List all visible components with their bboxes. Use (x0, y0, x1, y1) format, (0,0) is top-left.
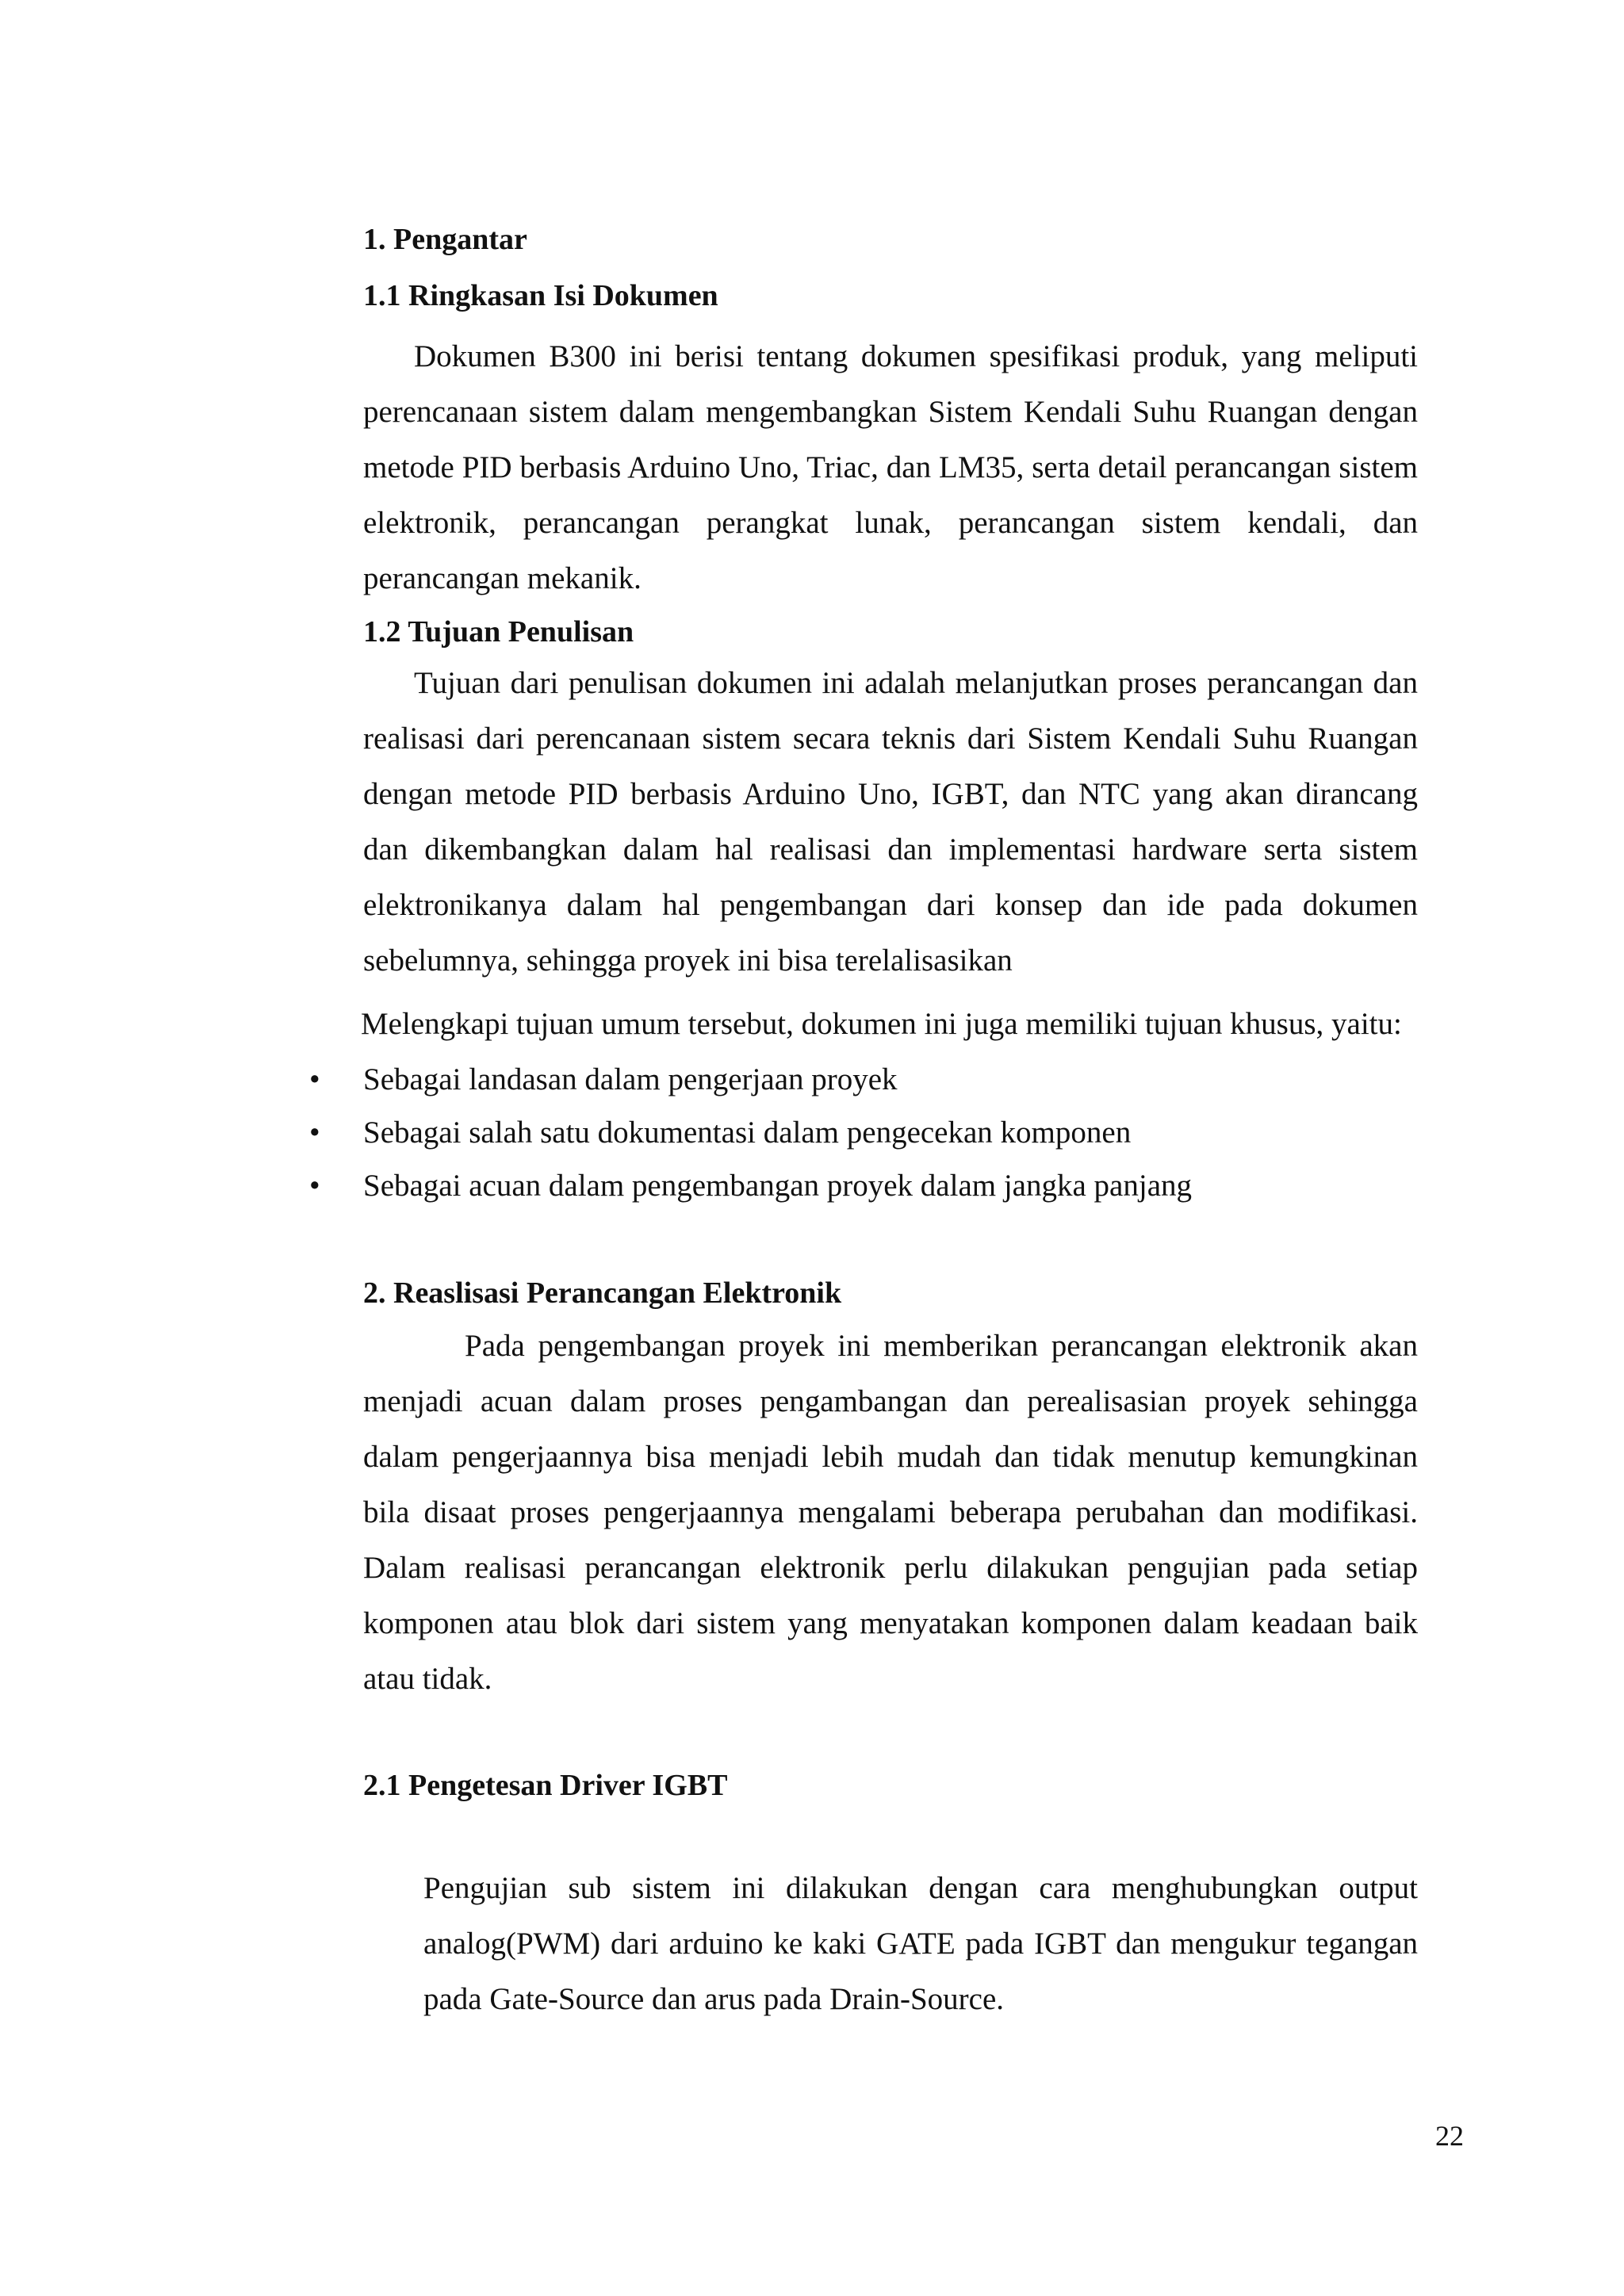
subsection-heading-pengetesan-igbt: 2.1 Pengetesan Driver IGBT (363, 1769, 728, 1802)
list-item-text: Sebagai landasan dalam pengerjaan proyek (363, 1062, 898, 1096)
bullet-icon: • (309, 1169, 320, 1203)
list-item (309, 1052, 1192, 1105)
subsection-heading-tujuan: 1.2 Tujuan Penulisan (363, 615, 634, 649)
paragraph-tujuan: Tujuan dari penulisan dokumen ini adalah melanjutkan proses perancangan dan realisasi dari perencanaan sistem secara teknis dari Sistem Kendali Suhu Ruangan dengan metode PID berbasis Arduino Uno, IGBT, dan NTC yang akan dirancang dan dikembangkan dalam hal realisasi dan implementasi hardware serta sistem elektronikanya dalam hal pengembangan dari konsep dan ide pada dokumen sebelumnya, sehingga proyek ini bisa terelalisasikan (363, 666, 1418, 978)
section-heading-pengantar: 1. Pengantar (363, 223, 527, 256)
paragraph-realisasi-elektronik: Pada pengembangan proyek ini memberikan perancangan elektronik akan menjadi acuan dalam proses pengambangan dan perealisasian proyek sehingga dalam pengerjaannya bisa menjadi lebih mudah dan tidak menutup kemungkinan bila disaat proses pengerjaannya mengalami beberapa perubahan dan modifikasi. Dalam realisasi perancangan elektronik perlu dilakukan pengujian pada setiap komponen atau blok dari sistem yang menyatakan komponen dalam keadaan baik atau tidak. (363, 1329, 1418, 1696)
section-heading-realisasi-elektronik: 2. Reaslisasi Perancangan Elektronik (363, 1276, 842, 1310)
page-number: 22 (1435, 2120, 1464, 2152)
bullet-icon: • (309, 1062, 320, 1096)
list-item (309, 1105, 1192, 1158)
list-item-text: Sebagai acuan dalam pengembangan proyek dalam jangka panjang (363, 1169, 1193, 1203)
paragraph-tujuan-khusus-lead: Melengkapi tujuan umum tersebut, dokumen ini juga memiliki tujuan khusus, yaitu: (361, 1007, 1402, 1041)
list-item (309, 1158, 1192, 1211)
tujuan-khusus-list (309, 1052, 1192, 1211)
paragraph-ringkasan: Dokumen B300 ini berisi tentang dokumen spesifikasi produk, yang meliputi perencanaan sistem dalam mengembangkan Sistem Kendali Suhu Ruangan dengan metode PID berbasis Arduino Uno, Triac, dan LM35, serta detail perancangan sistem elektronik, perancangan perangkat lunak, perancangan sistem kendali, dan perancangan mekanik. (363, 339, 1418, 595)
subsection-heading-ringkasan: 1.1 Ringkasan Isi Dokumen (363, 279, 718, 312)
list-item-text: Sebagai salah satu dokumentasi dalam pengecekan komponen (363, 1115, 1132, 1150)
bullet-icon: • (309, 1115, 320, 1150)
paragraph-pengetesan-igbt: Pengujian sub sistem ini dilakukan dengan cara menghubungkan output analog(PWM) dari arduino ke kaki GATE pada IGBT dan mengukur tegangan pada Gate-Source dan arus pada Drain-Source. (423, 1871, 1418, 2016)
